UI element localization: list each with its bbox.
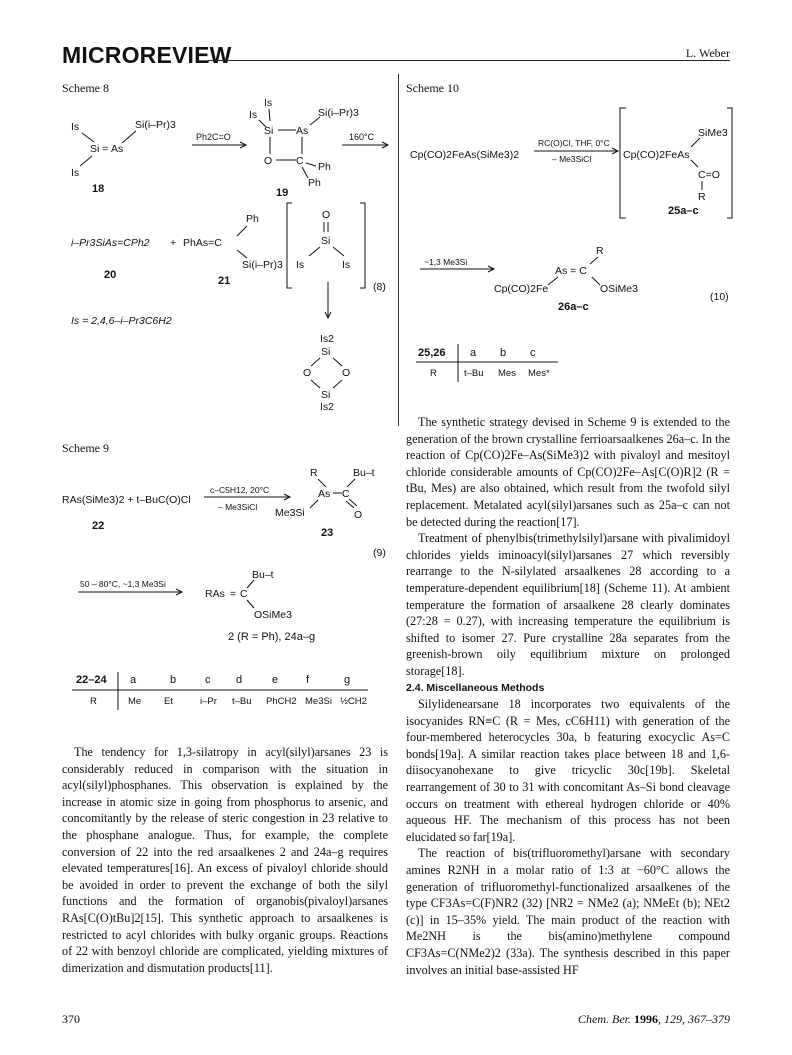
s9-val-b: Et bbox=[164, 696, 173, 707]
s9-23-r: R bbox=[310, 467, 318, 479]
s10-row-label: R bbox=[430, 368, 437, 379]
s8-dimer-is2a: Is2 bbox=[320, 333, 335, 345]
s9-col-b: b bbox=[170, 674, 177, 686]
s9-24-label: 2 (R = Ph), 24a–g bbox=[228, 631, 316, 643]
bond-stroke bbox=[347, 479, 355, 487]
s10-val-b: Mes bbox=[498, 368, 516, 379]
s8-plus: + bbox=[170, 237, 177, 249]
s10-26-osime3: OSiMe3 bbox=[600, 283, 638, 295]
s9-val-d: t–Bu bbox=[232, 696, 252, 707]
s10-val-a: t–Bu bbox=[464, 368, 484, 379]
s9-cond2: 50 – 80°C, ~1,3 Me3Si bbox=[80, 579, 166, 589]
s8-18-is1: Is bbox=[71, 121, 80, 133]
s8-dimer-si1: Si bbox=[321, 346, 331, 358]
left-paragraph: The tendency for 1,3-silatropy in acyl(silyl)arsanes 23 is considerably reduced in comparison with the situation in acyl(silyl)phosphanes. This observation is explained by the increase in atomic size in going from phosphorus to arsenic, and concomitantly by the release of steric congestion in 23 relative to the phosphane analogue. Thus, for example, the complete conversion of 22 into the red arsaalkenes 2 and 24a–g requires elevated temperatures[16]. An excess of pivaloyl chloride should be avoided in order to prevent the exchange of both the silyl functions and the formation of organobis(pivaloyl)arsanes RAs[C(O)tBu]2[15]. This synthetic approach to arsaalkenes is restricted to acyl chlorides with bulky organic groups. Reactions of 22 with benzoyl chloride are complicated, yielding mixtures of dimerization and dismutation products[11]. bbox=[62, 745, 388, 975]
bond-stroke bbox=[691, 138, 700, 147]
s10-26-r: R bbox=[596, 245, 604, 257]
s8-19-c: C bbox=[296, 155, 304, 167]
journal-section-title: MICROREVIEW bbox=[62, 42, 232, 68]
s10-reactant: Cp(CO)2FeAs(SiMe3)2 bbox=[410, 149, 520, 161]
s9-24-c: C bbox=[240, 588, 248, 600]
s9-23-but: Bu–t bbox=[353, 467, 375, 479]
s8-dimer-si2: Si bbox=[321, 389, 331, 401]
s8-num19: 19 bbox=[276, 187, 289, 199]
scheme9-label: Scheme 9 bbox=[62, 441, 109, 455]
s10-cond-bottom: – Me3SiCl bbox=[552, 154, 592, 164]
s9-col-g: g bbox=[344, 674, 351, 686]
bond-stroke bbox=[247, 600, 254, 608]
section-heading: 2.4. Miscellaneous Methods bbox=[406, 681, 545, 694]
s9-col-a: a bbox=[130, 674, 137, 686]
s10-num26: 26a–c bbox=[558, 301, 589, 313]
s8-dimer-is2b: Is2 bbox=[320, 401, 335, 413]
s9-23-as: As bbox=[318, 488, 331, 500]
s10-col-a: a bbox=[470, 347, 477, 359]
s10-25-fe: Cp(CO)2FeAs bbox=[623, 149, 690, 161]
s9-col-e: e bbox=[272, 674, 279, 686]
journal-pages: 367–379 bbox=[688, 1012, 730, 1026]
s10-table-head: 25,26 bbox=[418, 347, 446, 359]
s8-18-as: As bbox=[111, 143, 124, 155]
s9-col-d: d bbox=[236, 674, 243, 686]
s8-19-is2: Is bbox=[249, 109, 258, 121]
s9-24-ras: RAs bbox=[205, 588, 225, 600]
left-text-column bbox=[62, 744, 388, 976]
right-paragraph-3: Silylidenearsane 18 incorporates two equivalents of the isocyanides RN≡C (R = Mes, cC6H11) with generation of the four-membered heterocycles 30a, b featuring exocyclic As=C bonds[19a]. A similar reaction takes place between 18 and 1,6-diisocyanohexane to give tricyclic 30c[19b]. Skeletal rearrangement of 30 to 31 with concomitant As–Si bond cleavage occurs on treatment with ethereal hydrogen chloride or 40% aqueous HF. The mechanism of this process has not been elucidated so far[19a]. bbox=[406, 697, 730, 844]
s8-dimer-o2: O bbox=[342, 367, 351, 379]
s9-23-c: C bbox=[342, 488, 350, 500]
s8-19-o: O bbox=[264, 155, 273, 167]
right-paragraph-4: The reaction of bis(trifluoromethyl)arsane with secondary amines R2NH in a molar ratio of 1:3 at −60°C allows the generation of trifluoromethyl-functionalized arsaalkenes of the type CF3As=C(F)NR2 (32) [NR2 = NMe2 (a); NMeEt (b); NEt2 (c)] in 15–35% yield. The main product of the reaction with Me2NH is the bis(amino)methylene compound CF3As=C(NMe2)2 (33a). The synthesis described in this paper involves an initial base-assisted HF bbox=[406, 846, 730, 977]
bond-stroke bbox=[310, 500, 318, 508]
s10-num25: 25a–c bbox=[668, 205, 699, 217]
s9-cond-top: c–C5H12, 20°C bbox=[210, 485, 270, 495]
scheme8-label: Scheme 8 bbox=[62, 81, 109, 95]
bond-stroke bbox=[590, 257, 598, 264]
s8-19-ph2: Ph bbox=[308, 177, 321, 189]
page-number: 370 bbox=[62, 1012, 80, 1026]
bond-stroke bbox=[727, 108, 732, 218]
right-text-column bbox=[406, 414, 730, 978]
s9-val-a: Me bbox=[128, 696, 142, 707]
s8-19-as: As bbox=[296, 125, 309, 137]
s8-21-phas: PhAs=C bbox=[183, 237, 222, 249]
s8-br-is2: Is bbox=[342, 259, 351, 271]
scheme10-graphic bbox=[0, 0, 792, 400]
s10-cond-top: RC(O)Cl, THF, 0°C bbox=[538, 138, 610, 148]
s9-num22: 22 bbox=[92, 520, 105, 532]
s8-br-o: O bbox=[322, 209, 331, 221]
s8-eqnum: (8) bbox=[373, 281, 386, 293]
s9-24-but: Bu–t bbox=[252, 569, 274, 581]
journal-volume: 129 bbox=[664, 1012, 682, 1026]
journal-name: Chem. Ber. bbox=[578, 1012, 631, 1026]
s8-18-is2: Is bbox=[71, 167, 80, 179]
s8-reagent-ph2co: Ph2C=O bbox=[196, 132, 231, 142]
bond-stroke bbox=[592, 277, 600, 285]
s8-dimer-o1: O bbox=[303, 367, 312, 379]
s10-25-r: R bbox=[698, 191, 706, 203]
s8-num20: 20 bbox=[104, 269, 117, 281]
bond-stroke bbox=[318, 479, 326, 487]
scheme10-label: Scheme 10 bbox=[406, 81, 459, 95]
s8-19-ph1: Ph bbox=[318, 161, 331, 173]
s9-cond-bottom: – Me3SiCl bbox=[218, 502, 258, 512]
journal-year: 1996 bbox=[634, 1012, 658, 1026]
s8-18-si: Si bbox=[90, 143, 100, 155]
s9-val-f: Me3Si bbox=[305, 696, 332, 707]
s9-val-e: PhCH2 bbox=[266, 696, 297, 707]
s8-br-si: Si bbox=[321, 235, 331, 247]
bond-stroke bbox=[548, 277, 558, 285]
s8-br-is1: Is bbox=[296, 259, 305, 271]
s8-19-si: Si bbox=[264, 125, 274, 137]
s9-23-me3si: Me3Si bbox=[275, 507, 305, 519]
s8-18-eq: = bbox=[102, 143, 109, 155]
s8-21-sipr: Si(i–Pr)3 bbox=[242, 259, 283, 271]
s10-cond2: ~1,3 Me3Si bbox=[424, 257, 468, 267]
s10-25-sime3: SiMe3 bbox=[698, 127, 728, 139]
s9-val-g: ½CH2 bbox=[340, 696, 367, 707]
s10-val-c: Mes* bbox=[528, 368, 550, 379]
s8-num18: 18 bbox=[92, 183, 105, 195]
bond-stroke bbox=[247, 580, 254, 588]
s8-num21: 21 bbox=[218, 275, 231, 287]
s9-24-osime3: OSiMe3 bbox=[254, 609, 292, 621]
s9-col-c: c bbox=[205, 674, 211, 686]
s10-25-co: C=O bbox=[698, 169, 720, 181]
s9-24-eq: = bbox=[230, 588, 237, 600]
right-paragraph-2: Treatment of phenylbis(trimethylsilyl)arsane with pivalimidoyl chlorides yields iminoacyl(silyl)arsanes 27 which reversibly rearrange to the N-silylated arsaalkenes 28 according to a temperature-dependent equilibrium[18] (Scheme 11). At ambient temperature the formation of arsaalkene 28 clearly dominates (27:28 = 0.27), with increasing temperature the equilibrium is shifted to isomer 27. Pure crystalline 28a separates from the greenish-brown oily equilibrium mixture on prolonged storage[18]. bbox=[406, 531, 730, 678]
s9-eqnum: (9) bbox=[373, 547, 386, 559]
s10-26-as: As = C bbox=[555, 265, 587, 277]
s8-cond-160: 160°C bbox=[349, 132, 375, 142]
s9-num23: 23 bbox=[321, 527, 334, 539]
s10-col-b: b bbox=[500, 347, 507, 359]
s9-val-c: i–Pr bbox=[200, 696, 217, 707]
journal-citation: Chem. Ber. 1996, 129, 367–379 bbox=[578, 1012, 730, 1026]
s10-col-c: c bbox=[530, 347, 536, 359]
s8-legend: Is = 2,4,6–i–Pr3C6H2 bbox=[71, 315, 172, 327]
s9-table-head: 22–24 bbox=[76, 674, 107, 686]
s8-21-ph: Ph bbox=[246, 213, 259, 225]
s9-row-label: R bbox=[90, 696, 97, 707]
s9-col-f: f bbox=[306, 674, 310, 686]
s9-23-o: O bbox=[354, 509, 363, 521]
s8-19-is1: Is bbox=[264, 97, 273, 109]
s10-26-fe: Cp(CO)2Fe bbox=[494, 283, 549, 295]
bond-stroke bbox=[691, 160, 698, 167]
s8-18-sipr: Si(i–Pr)3 bbox=[135, 119, 176, 131]
s8-19-sipr: Si(i–Pr)3 bbox=[318, 107, 359, 119]
s10-eqnum: (10) bbox=[710, 291, 729, 303]
right-paragraph-1: The synthetic strategy devised in Scheme 9 is extended to the generation of the brown crystalline ferrioarsaalkenes 26a–c. In the reaction of Cp(CO)2Fe–As(SiMe3)2 with pivaloyl and mesitoyl chloride considerable amounts of Cp(CO)2Fe–As[C(O)R]2 (R = tBu, Mes) are also obtained, which result from the twofold silyl replacement. Metalated acyl(silyl)arsanes such as 25a–c can not be detected during the reaction[17]. bbox=[406, 415, 730, 529]
header-author: L. Weber bbox=[685, 46, 730, 60]
bond-stroke bbox=[620, 108, 626, 218]
s9-reactant: RAs(SiMe3)2 + t–BuC(O)Cl bbox=[62, 494, 191, 506]
s8-c20: i–Pr3SiAs=CPh2 bbox=[71, 237, 150, 249]
